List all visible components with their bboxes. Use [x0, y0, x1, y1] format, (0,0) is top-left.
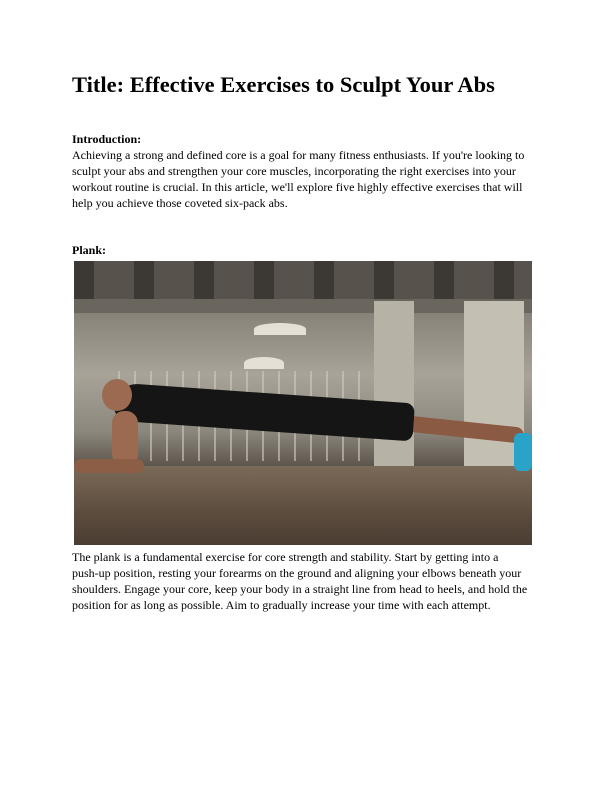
- athlete-shoe: [514, 433, 532, 471]
- ceiling-lamp: [254, 323, 306, 335]
- introduction-heading: Introduction:: [72, 132, 142, 146]
- pillar: [374, 301, 414, 466]
- plank-photo: [74, 261, 532, 545]
- paragraph-line: workout routine is crucial. In this article, we'll explore five highly effective exercises that will: [72, 180, 523, 194]
- athlete-forearm: [74, 459, 144, 473]
- ceiling: [74, 261, 532, 301]
- plank-heading: Plank:: [72, 243, 107, 257]
- page-title: Title: Effective Exercises to Sculpt Your Abs: [72, 72, 495, 97]
- paragraph-line: help you achieve those coveted six-pack abs.: [72, 196, 288, 210]
- paragraph-line: shoulders. Engage your core, keep your body in a straight line from head to heels, and hold the: [72, 582, 528, 596]
- paragraph-line: push-up position, resting your forearms on the ground and aligning your elbows beneath your: [72, 566, 522, 580]
- paragraph-line: sculpt your abs and strengthen your core muscles, incorporating the right exercises into your: [72, 164, 516, 178]
- floor: [74, 466, 532, 545]
- ceiling-lamp: [244, 357, 284, 369]
- athlete-arm: [112, 411, 138, 466]
- paragraph-line: position for as long as possible. Aim to gradually increase your time with each attempt.: [72, 598, 491, 612]
- paragraph-line: The plank is a fundamental exercise for core strength and stability. Start by getting into a: [72, 550, 499, 564]
- athlete-head: [102, 379, 132, 411]
- paragraph-line: Achieving a strong and defined core is a goal for many fitness enthusiasts. If you're looking to: [72, 148, 525, 162]
